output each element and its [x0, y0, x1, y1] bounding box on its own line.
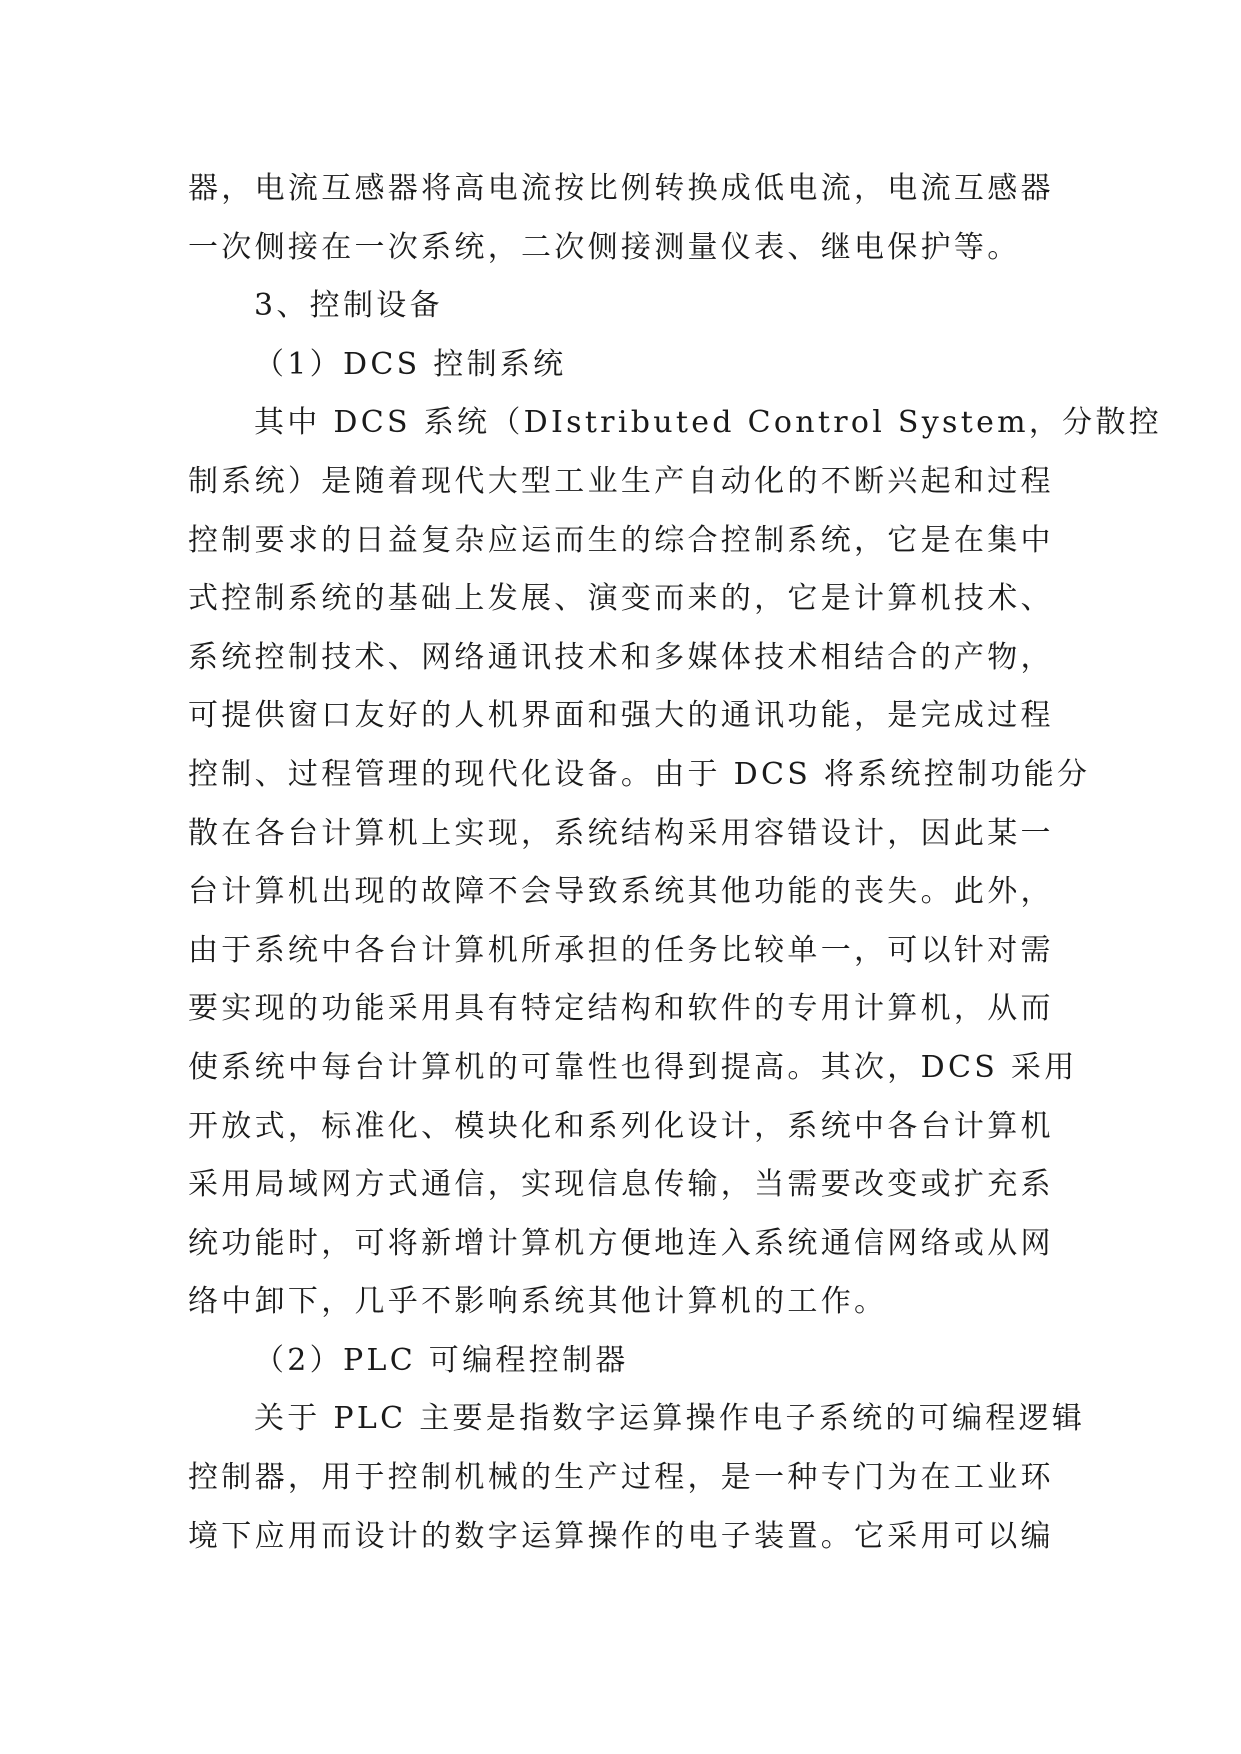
text-line: 采用局域网方式通信，实现信息传输，当需要改变或扩充系 [188, 1167, 1054, 1203]
text-line: 系统控制技术、网络通讯技术和多媒体技术相结合的产物， [188, 639, 1054, 675]
text-line: 式控制系统的基础上发展、演变而来的，它是计算机技术、 [188, 581, 1054, 617]
text-line: 络中卸下，几乎不影响系统其他计算机的工作。 [188, 1284, 888, 1320]
section-heading: 3、控制设备 [254, 288, 443, 324]
subsection-heading: （1）DCS 控制系统 [254, 346, 567, 382]
text-line: 境下应用而设计的数字运算操作的电子装置。它采用可以编 [188, 1518, 1054, 1554]
text-line: 制系统）是随着现代大型工业生产自动化的不断兴起和过程 [188, 463, 1054, 499]
paragraph-start: 其中 DCS 系统（DIstributed Control System，分散控 [254, 405, 1163, 441]
text-line: 统功能时，可将新增计算机方便地连入系统通信网络或从网 [188, 1225, 1054, 1261]
text-line: 控制器，用于控制机械的生产过程，是一种专门为在工业环 [188, 1460, 1054, 1496]
text-line: 可提供窗口友好的人机界面和强大的通讯功能，是完成过程 [188, 698, 1054, 734]
text-line: 器，电流互感器将高电流按比例转换成低电流，电流互感器 [188, 171, 1054, 206]
text-line: 控制要求的日益复杂应运而生的综合控制系统，它是在集中 [188, 522, 1054, 558]
text-line: 开放式，标准化、模块化和系列化设计，系统中各台计算机 [188, 1108, 1054, 1144]
text-line: 台计算机出现的故障不会导致系统其他功能的丧失。此外， [188, 874, 1054, 910]
body-text [188, 160, 1163, 1566]
paragraph-start: 关于 PLC 主要是指数字运算操作电子系统的可编程逻辑 [254, 1401, 1086, 1437]
subsection-heading: （2）PLC 可编程控制器 [254, 1342, 629, 1378]
text-line: 由于系统中各台计算机所承担的任务比较单一，可以针对需 [188, 932, 1054, 968]
text-line: 一次侧接在一次系统，二次侧接测量仪表、继电保护等。 [188, 229, 1021, 265]
text-line: 散在各台计算机上实现，系统结构采用容错设计，因此某一 [188, 815, 1054, 851]
text-line: 控制、过程管理的现代化设备。由于 DCS 将系统控制功能分 [188, 756, 1091, 792]
text-line: 使系统中每台计算机的可靠性也得到提高。其次，DCS 采用 [188, 1049, 1078, 1085]
text-line: 要实现的功能采用具有特定结构和软件的专用计算机，从而 [188, 991, 1054, 1027]
